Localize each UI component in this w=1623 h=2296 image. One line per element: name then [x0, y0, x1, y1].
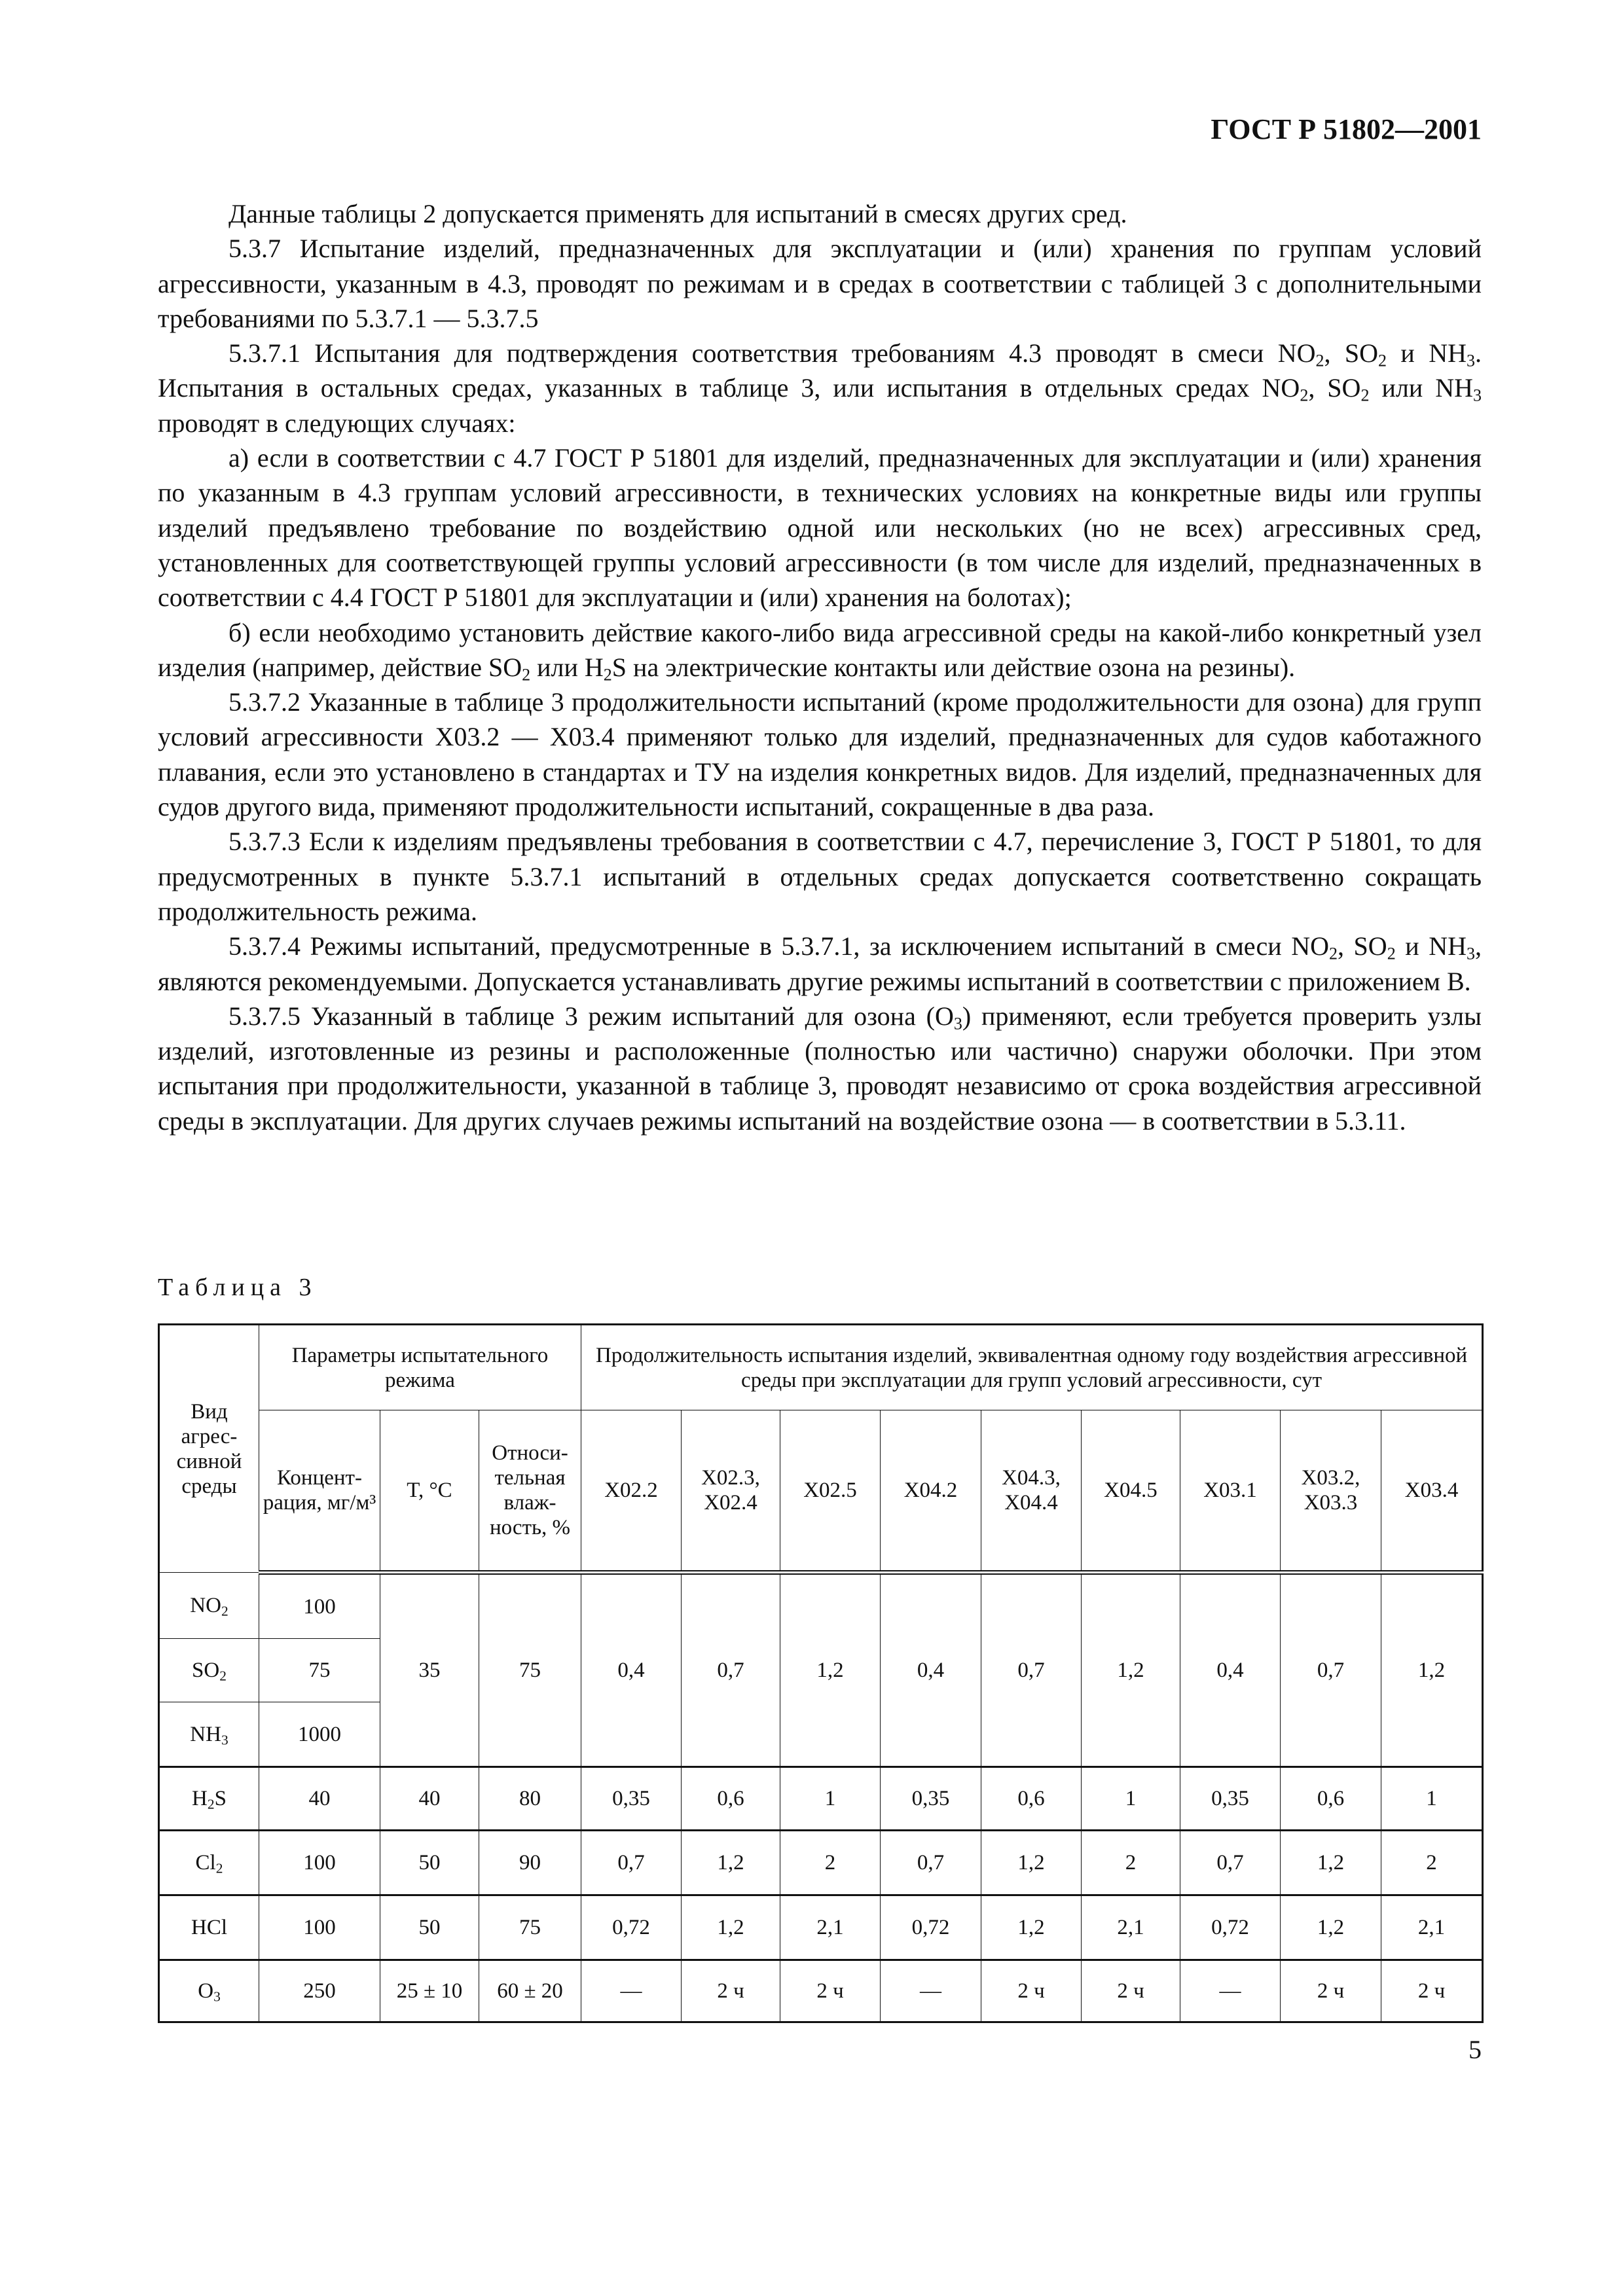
duration-cell: 1,2 — [1381, 1573, 1483, 1767]
duration-cell: 1,2 — [1281, 1895, 1381, 1960]
duration-cell: — — [881, 1960, 981, 2022]
page-number: 5 — [1468, 2035, 1482, 2064]
duration-cell: 2,1 — [1082, 1895, 1180, 1960]
duration-cell: 2,1 — [780, 1895, 881, 1960]
duration-cell: 0,4 — [881, 1573, 981, 1767]
text-run: 5.3.7.1 Испытания для подтверждения соответствия требованиям 4.3 проводят в смеси NO — [228, 338, 1316, 368]
duration-cell: 2 ч — [1381, 1960, 1483, 2022]
subscript: 2 — [1378, 351, 1387, 370]
subscript: 2 — [1329, 944, 1338, 963]
medium-subscript: 2 — [215, 1860, 223, 1876]
temperature-cell: 35 — [380, 1573, 479, 1767]
duration-cell: 0,7 — [1180, 1831, 1281, 1895]
medium-subscript: 3 — [213, 1988, 221, 2005]
duration-cell: 1,2 — [981, 1895, 1082, 1960]
temperature-cell: 25 ± 10 — [380, 1960, 479, 2022]
document-id: ГОСТ Р 51802—2001 — [1211, 113, 1482, 145]
duration-cell: 0,6 — [1281, 1767, 1381, 1831]
header-medium: Вид агрес-сивной среды — [159, 1325, 259, 1573]
temperature-cell: 50 — [380, 1831, 479, 1895]
temperature-cell: 50 — [380, 1895, 479, 1960]
concentration-cell: 40 — [259, 1767, 380, 1831]
medium-cell — [159, 1767, 259, 1831]
subscript: 2 — [1315, 351, 1324, 370]
medium-subscript: 2 — [221, 1603, 228, 1619]
medium-cell — [159, 1831, 259, 1895]
text-run: или H — [530, 652, 604, 682]
header-humidity: Относи-тельная влаж-ность, % — [479, 1410, 581, 1573]
header-duration: Продолжительность испытания изделий, эквивалентная одному году воздействия агрессивной среды при эксплуатации для групп условий агрессивности, сут — [581, 1325, 1483, 1410]
text-run: 5.3.7.2 Указанные в таблице 3 продолжительности испытаний (кроме продолжительности для озона) для групп условий агрессивности Х03.2 — Х03.4 применяют только для изделий, предназначенных для судов каботажного плавания, если это установлено в стандартах и ТУ на изделия конкретных видов. Для изделий, предназначенных для судов другого вида, применяют продолжительности испытаний, сокращенные в два раза. — [158, 687, 1482, 822]
table-row — [159, 1960, 1483, 2022]
header-group: Х02.5 — [780, 1410, 881, 1573]
subscript: 2 — [1300, 386, 1309, 405]
humidity-cell: 80 — [479, 1767, 581, 1831]
header-temperature: T, °C — [380, 1410, 479, 1573]
header-group: Х03.1 — [1180, 1410, 1281, 1573]
medium-cell — [159, 1702, 259, 1767]
duration-cell: 2 ч — [780, 1960, 881, 2022]
concentration-cell: 100 — [259, 1573, 380, 1639]
subscript: 2 — [522, 665, 531, 685]
medium-subscript: 2 — [219, 1668, 227, 1684]
text-run: и NH — [1395, 931, 1467, 961]
subscript: 3 — [1467, 351, 1475, 370]
text-run: S на электрические контакты или действие озона на резины). — [611, 652, 1296, 682]
duration-cell: 0,72 — [1180, 1895, 1281, 1960]
duration-cell: 1,2 — [682, 1831, 780, 1895]
text-run: или NH — [1369, 373, 1473, 403]
duration-cell: 1,2 — [981, 1831, 1082, 1895]
text-run: а) если в соответствии с 4.7 ГОСТ Р 51801 для изделий, предназначенных для эксплуатации и (или) хранения по указанным в 4.3 группам условий агрессивности, в технических условиях на конкретные виды или группы изделий предъявлено требование по воздействию одной или нескольких (но не всех) агрессивных сред, установленных для соответствующей группы условий агрессивности (в том числе для изделий, предназначенных в соответствии с 4.4 ГОСТ Р 51801 для эксплуатации и (или) хранения на болотах); — [158, 443, 1482, 613]
duration-cell: 2 ч — [682, 1960, 780, 2022]
table-row — [159, 1831, 1483, 1895]
text-run: б) если необходимо установить действие какого-либо вида агрессивной среды на какой-либо конкретный узел изделия (например, действие SO — [158, 617, 1482, 682]
paragraph — [158, 999, 1482, 1138]
humidity-cell: 60 ± 20 — [479, 1960, 581, 2022]
table-row — [159, 1573, 1483, 1639]
paragraph — [158, 440, 1482, 615]
humidity-cell: 90 — [479, 1831, 581, 1895]
duration-cell: 0,7 — [581, 1831, 682, 1895]
duration-cell: 2 ч — [1082, 1960, 1180, 2022]
duration-cell: 0,6 — [682, 1767, 780, 1831]
duration-cell: 0,7 — [981, 1573, 1082, 1767]
subscript: 2 — [603, 665, 612, 685]
medium-cell — [159, 1960, 259, 2022]
medium-subscript: 2 — [207, 1796, 215, 1812]
header-group: Х04.5 — [1082, 1410, 1180, 1573]
medium-cell — [159, 1639, 259, 1702]
duration-cell: 0,72 — [881, 1895, 981, 1960]
medium-name: NH — [190, 1722, 221, 1746]
medium-name: Cl — [195, 1851, 216, 1874]
medium-name: HCl — [191, 1916, 227, 1939]
duration-cell: 0,6 — [981, 1767, 1082, 1831]
medium-name: NO — [190, 1594, 221, 1617]
concentration-cell: 250 — [259, 1960, 380, 2022]
duration-cell: 1,2 — [1082, 1573, 1180, 1767]
concentration-cell: 75 — [259, 1639, 380, 1702]
duration-cell: 1 — [1082, 1767, 1180, 1831]
duration-cell: 1 — [1381, 1767, 1483, 1831]
medium-name: O — [198, 1979, 214, 2003]
text-run: 5.3.7.3 Если к изделиям предъявлены требования в соответствии с 4.7, перечисление 3, ГОСТ Р 51801, то для предусмотренных в пункте 5.3.7.1 испытаний в отдельных средах допускается соответственно сокращать продолжительность режима. — [158, 827, 1482, 926]
text-run: 5.3.7 Испытание изделий, предназначенных для эксплуатации и (или) хранения по группам условий агрессивности, указанным в 4.3, проводят по режимам и в средах в соответствии с таблицей 3 с дополнительными требованиями по 5.3.7.1 — 5.3.7.5 — [158, 234, 1482, 333]
concentration-cell: 100 — [259, 1895, 380, 1960]
humidity-cell: 75 — [479, 1895, 581, 1960]
table-caption: Таблица 3 — [158, 1274, 318, 1301]
duration-cell: — — [581, 1960, 682, 2022]
paragraph — [158, 336, 1482, 440]
subscript: 3 — [1473, 386, 1482, 405]
text-run: , являются рекомендуемыми. Допускается устанавливать другие режимы испытаний в соответствии с приложением В. — [158, 931, 1482, 996]
paragraph — [158, 615, 1482, 685]
text-run: ) применяют, если требуется проверить узлы изделий, изготовленные из резины и расположенные (полностью или частично) снаружи оболочки. При этом испытания при продолжительности, указанной в таблице 3, проводят независимо от срока воздействия агрессивной среды в эксплуатации. Для других случаев режимы испытаний на воздействие озона — в соответствии в 5.3.11. — [158, 1001, 1482, 1136]
text-run: 5.3.7.4 Режимы испытаний, предусмотренные в 5.3.7.1, за исключением испытаний в смеси NO — [228, 931, 1329, 961]
text-run: 5.3.7.5 Указанный в таблице 3 режим испытаний для озона (O — [228, 1001, 954, 1031]
subscript: 2 — [1360, 386, 1370, 405]
duration-cell: 0,4 — [1180, 1573, 1281, 1767]
duration-cell: 0,35 — [581, 1767, 682, 1831]
concentration-cell: 100 — [259, 1831, 380, 1895]
header-group: Х02.2 — [581, 1410, 682, 1573]
duration-cell: 2 ч — [1281, 1960, 1381, 2022]
medium-name: H — [192, 1787, 208, 1810]
duration-cell: 1,2 — [780, 1573, 881, 1767]
header-concentration: Концент-рация, мг/м³ — [259, 1410, 380, 1573]
text-run: , SO — [1324, 338, 1379, 368]
duration-cell: 0,72 — [581, 1895, 682, 1960]
duration-cell: 0,35 — [1180, 1767, 1281, 1831]
duration-cell: 2 ч — [981, 1960, 1082, 2022]
duration-cell: 1,2 — [1281, 1831, 1381, 1895]
header-group: Х04.3, Х04.4 — [981, 1410, 1082, 1573]
text-run: и NH — [1387, 338, 1467, 368]
humidity-cell: 75 — [479, 1573, 581, 1767]
text-run: . Испытания в остальных средах, указанных в таблице 3, или испытания в отдельных средах NO — [158, 338, 1482, 403]
duration-cell: 1 — [780, 1767, 881, 1831]
subscript: 3 — [1466, 944, 1475, 963]
header-group: Х03.2, Х03.3 — [1281, 1410, 1381, 1573]
paragraph — [158, 685, 1482, 824]
duration-cell: 2 — [780, 1831, 881, 1895]
text-run: , SO — [1338, 931, 1387, 961]
paragraph — [158, 824, 1482, 929]
medium-subscript: 3 — [221, 1731, 228, 1748]
body-text — [158, 196, 1482, 1138]
duration-cell: 0,4 — [581, 1573, 682, 1767]
duration-cell: 0,35 — [881, 1767, 981, 1831]
paragraph — [158, 231, 1482, 336]
medium-name-suffix: S — [214, 1787, 227, 1810]
header-group: Х03.4 — [1381, 1410, 1483, 1573]
paragraph — [158, 196, 1482, 231]
subscript: 3 — [953, 1014, 962, 1033]
paragraph — [158, 929, 1482, 999]
duration-cell: 0,7 — [881, 1831, 981, 1895]
duration-cell: 0,7 — [1281, 1573, 1381, 1767]
duration-cell: 1,2 — [682, 1895, 780, 1960]
table-row — [159, 1895, 1483, 1960]
text-run: проводят в следующих случаях: — [158, 408, 516, 438]
concentration-cell: 1000 — [259, 1702, 380, 1767]
text-run: Данные таблицы 2 допускается применять для испытаний в смесях других сред. — [228, 199, 1127, 228]
medium-cell — [159, 1573, 259, 1639]
header-group: Х02.3, Х02.4 — [682, 1410, 780, 1573]
duration-cell: 2 — [1381, 1831, 1483, 1895]
medium-cell — [159, 1895, 259, 1960]
temperature-cell: 40 — [380, 1767, 479, 1831]
duration-cell: 0,7 — [682, 1573, 780, 1767]
duration-cell: 2,1 — [1381, 1895, 1483, 1960]
header-group: Х04.2 — [881, 1410, 981, 1573]
duration-cell: — — [1180, 1960, 1281, 2022]
subscript: 2 — [1387, 944, 1396, 963]
table-row — [159, 1767, 1483, 1831]
text-run: , SO — [1308, 373, 1361, 403]
table-3 — [158, 1323, 1484, 2023]
header-params: Параметры испытательного режима — [259, 1325, 581, 1410]
duration-cell: 2 — [1082, 1831, 1180, 1895]
medium-name: SO — [192, 1659, 220, 1682]
